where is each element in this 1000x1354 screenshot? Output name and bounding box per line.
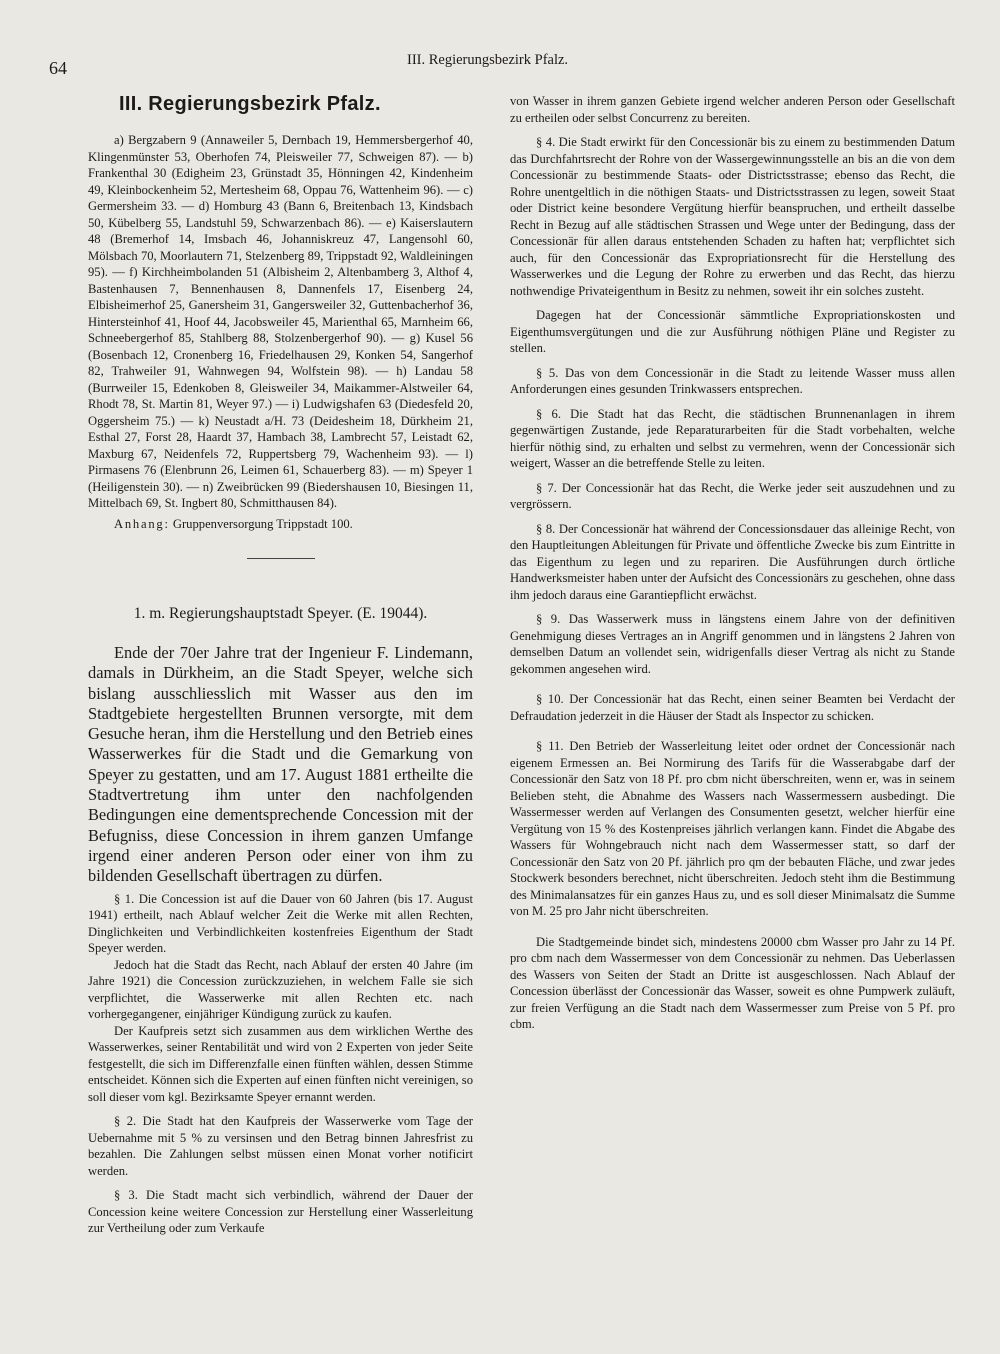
paragraph-10: § 10. Der Concessionär hat das Recht, einen seiner Beamten bei Verdacht der Defraudation jederzeit in die Häuser der Stadt als Inspector zu schicken. [510, 692, 955, 723]
paragraph-4b: Dagegen hat der Concessionär sämmtliche Expropriationskosten und Eigenthumsvergütungen und die zur Ausführung nöthigen Pläne und Register zu stellen. [510, 308, 955, 355]
paragraph-1c: Der Kaufpreis setzt sich zusammen aus dem wirklichen Werthe des Wasserwerkes, seiner Rentabilität und wird von 2 Experten von jeder Seite festgestellt, die sich im Differenzfalle einen fünften wählen, dessen Stimme entscheidet. Können sich die Experten auf einen fünften nicht vereinigen, so soll dieser vom kgl. Bezirksamte Speyer ernannt werden. [88, 1023, 473, 1104]
section-rule [247, 558, 315, 559]
paragraph-1b: Jedoch hat die Stadt das Recht, nach Ablauf der ersten 40 Jahre (im Jahre 1921) die Concession zurückzuziehen, in welchem Falle sie sich verpflichtet, die Wasserwerke mit allen Rechten etc. nach vorhergegangener, einjähriger Kündigung zurück zu kaufen. [88, 957, 473, 1022]
section-title: 1. m. Regierungshauptstadt Speyer. (E. 19044). [133, 605, 428, 622]
district-list: a) Bergzabern 9 (Annaweiler 5, Dernbach 19, Hemmersbergerhof 40, Klingenmünster 53, Oberhofen 74, Pleisweiler 77, Schweigen 87). — b) Frankenthal 30 (Edigheim 23, Grünstadt 35, Hönningen 42, Kindenheim 49, Kleinbockenheim 52, Mertesheim 68, Oppau 76, Wattenheim 96). — c) Germersheim 33. — d) Homburg 43 (Bann 6, Breitenbach 13, Kindsbach 50, Kübelberg 55, Landstuhl 59, Schwarzenbach 86). — e) Kaiserslautern 48 (Bremerhof 14, Imsbach 46, Johanniskreuz 47, Langensohl 60, Mölsbach 70, Moorlautern 71, Stelzenberg 89, Trippstadt 92, Waldleiningen 95). — f) Kirchheimbolanden 51 (Albisheim 2, Altenbamberg 3, Althof 4, Bastenhausen 7, Bennenhausen 8, Dannenfels 17, Eisenberg 24, Elbisheimerhof 25, Ganersheim 31, Gangersweiler 32, Guttenbacherhof 36, Hintersteinhof 41, Hoof 44, Jacobsweiler 45, Marienthal 65, Marnheim 66, Schneebergerhof 85, Stahlberg 88, Stolzenbergerhof 90). — g) Kusel 56 (Bosenbach 12, Cronenberg 16, Friedelhausen 29, Konken 54, Sangerhof 82, Trahweiler 91, Wahnwegen 94, Wolfstein 98). — h) Landau 58 (Burrweiler 15, Edenkoben 8, Gleisweiler 34, Maikammer-Alstweiler 64, Rhodt 78, St. Martin 81, Weyer 97.) — i) Ludwigshafen 63 (Diedesfeld 20, Oggersheim 75.) — k) Neustadt a/H. 73 (Deidesheim 18, Dürkheim 21, Esthal 27, Forst 28, Haardt 37, Hambach 38, Lambrecht 57, Leistadt 62, Maxburg 67, Neidenfels 72, Ruppertsberg 79, Wachenheim 93). — l) Pirmasens 76 (Elenbrunn 26, Leimen 61, Schauerberg 83). — m) Speyer 1 (Heiligenstein 30). — n) Zweibrücken 99 (Biedershausen 10, Biesingen 11, Mittelbach 69, St. Ingbert 80, Schmitthausen 84). [88, 133, 473, 510]
paragraph-9: § 9. Das Wasserwerk muss in längstens einem Jahre von der definitiven Genehmigung dieses Vertrages an in Angriff genommen und in längstens 2 Jahren von demselben Datum an vollendet sein, widrigenfalls dieser Vertrag als nicht zu Stande gekommen angesehen wird. [510, 612, 955, 676]
right-column [510, 93, 955, 1033]
appendix-text: Gruppenversorgung Trippstadt 100. [172, 516, 353, 531]
paragraph-8: § 8. Der Concessionär hat während der Concessionsdauer das alleinige Recht, von den Hauptleitungen Ableitungen für Private und öffentliche Zwecke bis zum Eintritte in das Eigenthum zu legen und zu repariren. Die Ausführungen durch örtliche Handwerksmeister haben unter der Aufsicht des Concessionärs zu geschehen, ohne dass ihm jedoch daraus eine Garantiepflicht erwächst. [510, 521, 955, 602]
paragraph-2: § 2. Die Stadt hat den Kaufpreis der Wasserwerke vom Tage der Uebernahme mit 5 % zu versinsen und den Betrag binnen Jahresfrist zu bezahlen. Die Zahlungen selbst müssen einen Monat vorher notificirt werden. [88, 1114, 473, 1178]
intro-paragraph: Ende der 70er Jahre trat der Ingenieur F. Lindemann, damals in Dürkheim, an die Stadt Speyer, welche sich bislang ausschliesslich mit Wasser aus den im Stadtgebiete hergestellten Brunnen versorgte, mit dem Gesuche heran, ihm die Herstellung und den Betrieb eines Wasserwerkes für die Stadt und die Gemarkung von Speyer zu gestatten, und am 17. August 1881 ertheilte die Stadtvertretung ihm unter den nachfolgenden Bedingungen eine dementsprechende Concession mit der Befugniss, diese Concession in ihrem ganzen Umfange irgend einer anderen Person oder einer von ihm zu bildenden Gesellschaft übertragen zu dürfen. [88, 643, 473, 886]
paragraph-5: § 5. Das von dem Concessionär in die Stadt zu leitende Wasser muss allen Anforderungen eines gesunden Trinkwassers entsprechen. [510, 365, 955, 396]
paragraph-7: § 7. Der Concessionär hat das Recht, die Werke jeder seit auszudehnen und zu vergrössern. [510, 480, 955, 511]
paragraph-11b: Die Stadtgemeinde bindet sich, mindestens 20000 cbm Wasser pro Jahr zu 14 Pf. pro cbm nach dem Wassermesser von dem Concessionär zu nehmen. Das Ueberlassen des Wassers von Seiten der Stadt an Dritte ist ausgeschlossen. Nach Ablauf der Concession überlässt der Concessionär das Wasser, soweit es ohne Pumpwerk zuläuft, zur freien Verfügung an die Stadt nach dem Wassermesser zum Preise von 5 Pf. pro cbm. [510, 934, 955, 1031]
paragraph-11: § 11. Den Betrieb der Wasserleitung leitet oder ordnet der Concessionär nach eigenem Ermessen an. Bei Normirung des Tarifs für die Wasserabgabe darf der Concessionär den Satz von 18 Pf. pro cbm nicht überschreiten, wenn er, was in seinem Belieben steht, die Abnahme des Wassers nach Wassermessern ausbedingt. Die Wassermesser werden auf Verlangen des Consumenten gesetzt, welcher hierfür eine Vergütung von 15 % des Kostenpreises jährlich verlangen kann. Findet die Abgabe des Wassers für Wohngebrauch nicht nach dem Wassermesser statt, so darf der Concessionär den Satz von 20 Pf. jährlich pro qm der bebauten Fläche, und zwar jedes Stockwerk besonders berechnet, nicht überschreiten. Jedoch steht ihm die Bestimmung des Minimalansatzes für ein ganzes Haus zu, und es soll dieser Minimalsatz die Summe von M. 25 pro Jahr nicht überschreiten. [510, 739, 955, 918]
chapter-title: III. Regierungsbezirk Pfalz. [119, 93, 381, 115]
continuation-text: von Wasser in ihrem ganzen Gebiete irgend welcher anderen Person oder Gesellschaft zu ertheilen oder selbst Concurrenz zu bereiten. [510, 94, 955, 125]
paragraph-3: § 3. Die Stadt macht sich verbindlich, während der Dauer der Concession keine weitere Concession zur Herstellung einer Wasserleitung zur Vertheilung oder zum Verkaufe [88, 1188, 473, 1236]
running-head: III. Regierungsbezirk Pfalz. [407, 52, 569, 68]
paragraph-1: § 1. Die Concession ist auf die Dauer von 60 Jahren (bis 17. August 1941) ertheilt, nach Ablauf welcher Zeit die Werke mit allen Rechten, Dinglichkeiten und Verbindlichkeiten kostenfreies Eigenthum der Stadt Speyer werden. [88, 891, 473, 956]
left-column [88, 93, 473, 1237]
paragraph-4: § 4. Die Stadt erwirkt für den Concessionär bis zu einem zu bestimmenden Datum das Durchfahrtsrecht der Rohre von der Wassergewinnungsstelle an bis an die von dem Concessionär zu bestimmende Staats- oder Districtsstrasse; ebenso das Recht, die Rohre unentgeltlich in die nöthigen Staats- und Districtsstrassen zu legen, soweit Staat oder District keine besondere Vergütung hierfür beanspruchen, und ertheilt dasselbe Recht in Bezug auf alle städtischen Strassen und Wege unter der Bedingung, dass der Concessionär für allen daraus entstehenden Schaden zu haften hat; verpflichtet sich auch, für den Concessionär das Expropriationsrecht für die Herstellung des Wasserwerkes und die Legung der Rohre zu erwerben und das Recht, das hierzu nothwendige Privateigenthum in Besitz zu nehmen, soweit ihr ein solches zusteht. [510, 135, 955, 298]
appendix-line [88, 516, 473, 533]
page-number: 64 [49, 58, 67, 78]
paragraph-6: § 6. Die Stadt hat das Recht, die städtischen Brunnenanlagen in ihrem gegenwärtigen Zustande, jede Reparaturarbeiten für die Stadt vorbehalten, welche hierfür nöthig sind, zu erhalten und selbst zu vermehren, wenn der Concessionär sich weigert, Wasser an die betreffende Stelle zu leiten. [510, 406, 955, 470]
appendix-label: Anhang: [114, 516, 170, 531]
